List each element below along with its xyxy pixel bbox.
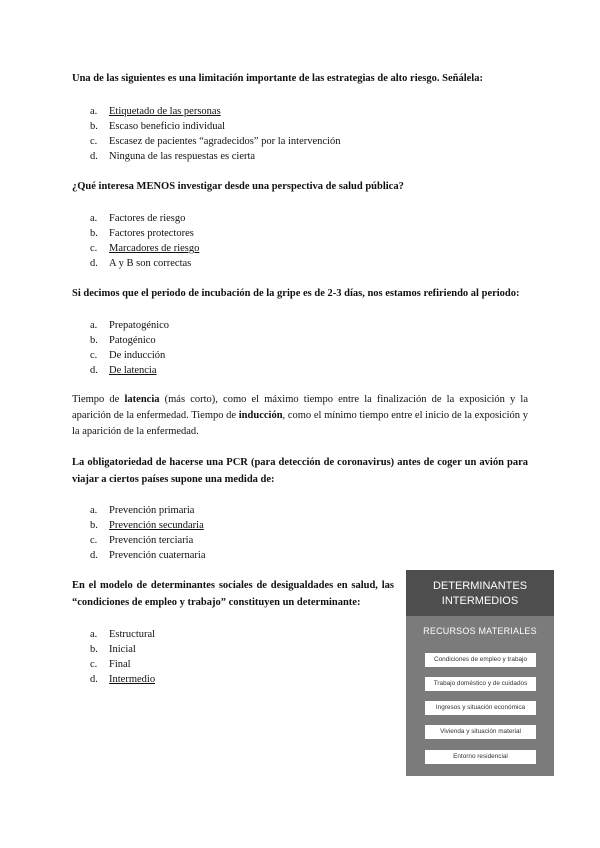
explanation-note: Tiempo de latencia (más corto), como el máximo tiempo entre la finalización de la exposición y la aparición de la enfermedad. Tiempo de inducción, como el mínimo tiempo entre el inicio de la exposición y la aparición de la enfermedad. xyxy=(72,394,529,437)
correct-answer: Marcadores de riesgo xyxy=(109,243,200,254)
option-3d: d. De latencia xyxy=(90,365,157,376)
question-3: Si decimos que el periodo de incubación de la gripe es de 2-3 días, nos estamos refiriendo al periodo: xyxy=(72,288,520,299)
option-1d: d. Ninguna de las respuestas es cierta xyxy=(90,151,256,162)
option-5a: a. Estructural xyxy=(90,629,156,640)
option-2a: a. Factores de riesgo xyxy=(90,213,186,224)
option-4b: b. Prevención secundaria xyxy=(90,520,204,531)
option-2b: b. Factores protectores xyxy=(90,228,194,239)
figure-item: Condiciones de empleo y trabajo xyxy=(425,653,536,667)
term-induccion: inducción xyxy=(238,410,283,421)
option-2d: d. A y B son correctas xyxy=(90,258,192,269)
figure-item: Trabajo doméstico y de cuidados xyxy=(425,677,536,691)
option-5c: c. Final xyxy=(90,659,131,670)
correct-answer: Etiquetado de las personas xyxy=(109,106,221,117)
option-3a: a. Prepatogénico xyxy=(90,320,170,331)
option-5d: d. Intermedio xyxy=(90,674,156,685)
correct-answer: Prevención secundaria xyxy=(109,520,204,531)
correct-answer: Intermedio xyxy=(109,674,156,685)
option-1a: a. Etiquetado de las personas xyxy=(90,106,221,117)
option-2c: c. Marcadores de riesgo xyxy=(90,243,200,254)
options-1 xyxy=(72,104,528,164)
figure-item: Entorno residencial xyxy=(425,750,536,764)
figure-title-line1: DETERMINANTES xyxy=(432,580,528,592)
option-4d: d. Prevención cuaternaria xyxy=(90,550,206,561)
determinants-figure xyxy=(406,570,554,776)
option-1b: b. Escaso beneficio individual xyxy=(90,121,226,132)
option-3c: c. De inducción xyxy=(90,350,166,361)
term-latencia: latencia xyxy=(124,394,160,405)
options-2 xyxy=(72,211,528,271)
correct-answer: De latencia xyxy=(109,365,157,376)
figure-header xyxy=(406,570,554,616)
figure-item: Vivienda y situación material xyxy=(425,725,536,739)
question-5: En el modelo de determinantes sociales de desigualdades en salud, las “condiciones de empleo y trabajo” constituyen un determinante: xyxy=(72,580,394,608)
option-5b: b. Inicial xyxy=(90,644,136,655)
figure-subtitle: RECURSOS MATERIALES xyxy=(423,626,537,636)
option-1c: c. Escasez de pacientes “agradecidos” por la intervención xyxy=(90,136,341,147)
option-4c: c. Prevención terciaria xyxy=(90,535,194,546)
options-3 xyxy=(72,318,528,378)
question-1: Una de las siguientes es una limitación importante de las estrategias de alto riesgo. Señálela: xyxy=(72,73,483,84)
figure-title-line2: INTERMEDIOS xyxy=(441,595,519,607)
figure-item: Ingresos y situación económica xyxy=(425,701,536,715)
option-3b: b. Patogénico xyxy=(90,335,156,346)
question-2: ¿Qué interesa MENOS investigar desde una perspectiva de salud pública? xyxy=(72,181,404,192)
option-4a: a. Prevención primaria xyxy=(90,505,195,516)
options-4 xyxy=(72,503,528,563)
question-4: La obligatoriedad de hacerse una PCR (para detección de coronavirus) antes de coger un avión para viajar a ciertos países supone una medida de: xyxy=(72,457,528,485)
